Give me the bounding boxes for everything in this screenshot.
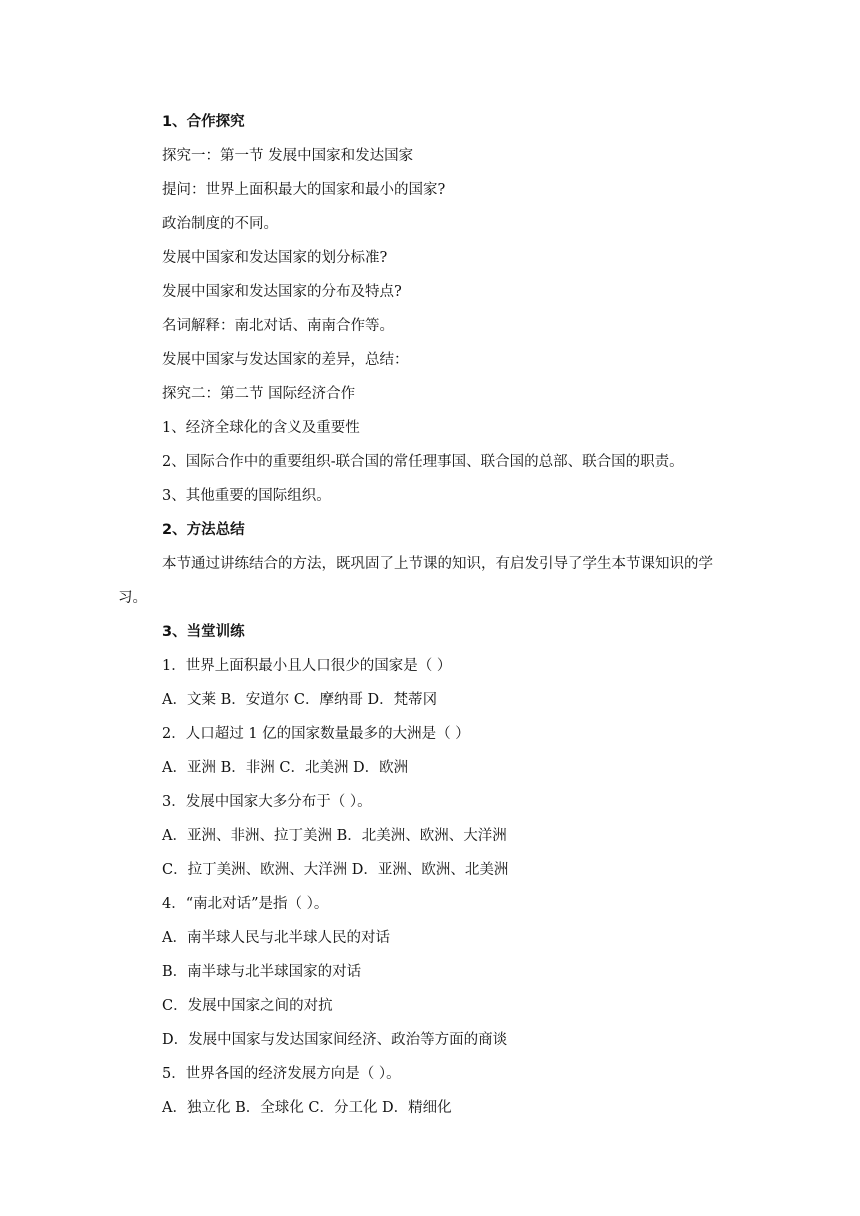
paragraph-line: 本节通过讲练结合的方法，既巩固了上节课的知识，有启发引导了学生本节课知识的学 xyxy=(162,556,713,572)
answer-options: A．亚洲 B．非洲 C．北美洲 D．欧洲 xyxy=(162,760,409,776)
text-line: 3、其他重要的国际组织。 xyxy=(162,488,331,504)
text-line: 探究二：第二节 国际经济合作 xyxy=(162,386,356,402)
answer-option: B．南半球与北半球国家的对话 xyxy=(162,964,362,980)
question-item: 1．世界上面积最小且人口很少的国家是（ ） xyxy=(162,658,452,674)
answer-options: C．拉丁美洲、欧洲、大洋洲 D．亚洲、欧洲、北美洲 xyxy=(162,862,509,878)
question-item: 4．“南北对话”是指（ ）。 xyxy=(162,896,329,912)
question-item: 3．发展中国家大多分布于（ ）。 xyxy=(162,794,372,810)
text-line: 2、国际合作中的重要组织-联合国的常任理事国、联合国的总部、联合国的职责。 xyxy=(162,454,684,470)
text-line: 发展中国家与发达国家的差异，总结： xyxy=(162,352,409,368)
text-line: 发展中国家和发达国家的分布及特点? xyxy=(162,284,402,300)
answer-options: A．独立化 B．全球化 C．分工化 D．精细化 xyxy=(162,1100,452,1116)
text-line: 发展中国家和发达国家的划分标准? xyxy=(162,250,388,266)
answer-option: A．南半球人民与北半球人民的对话 xyxy=(162,930,390,946)
answer-options: A．文莱 B．安道尔 C．摩纳哥 D．梵蒂冈 xyxy=(162,692,438,708)
paragraph-line: 习。 xyxy=(118,590,147,606)
text-line: 政治制度的不同。 xyxy=(162,216,278,232)
answer-option: D．发展中国家与发达国家间经济、政治等方面的商谈 xyxy=(162,1032,508,1048)
question-item: 5．世界各国的经济发展方向是（ ）。 xyxy=(162,1066,401,1082)
section-heading-cooperation: 1、合作探究 xyxy=(162,114,245,130)
text-line: 名词解释：南北对话、南南合作等。 xyxy=(162,318,394,334)
question-item: 2．人口超过 1 亿的国家数量最多的大洲是（ ） xyxy=(162,726,470,742)
text-line: 探究一：第一节 发展中国家和发达国家 xyxy=(162,148,414,164)
text-line: 提问：世界上面积最大的国家和最小的国家? xyxy=(162,182,446,198)
section-heading-classroom-training: 3、当堂训练 xyxy=(162,624,245,640)
section-heading-method-summary: 2、方法总结 xyxy=(162,522,245,538)
text-line: 1、经济全球化的含义及重要性 xyxy=(162,420,360,436)
answer-option: C．发展中国家之间的对抗 xyxy=(162,998,333,1014)
answer-options: A．亚洲、非洲、拉丁美洲 B．北美洲、欧洲、大洋洲 xyxy=(162,828,507,844)
